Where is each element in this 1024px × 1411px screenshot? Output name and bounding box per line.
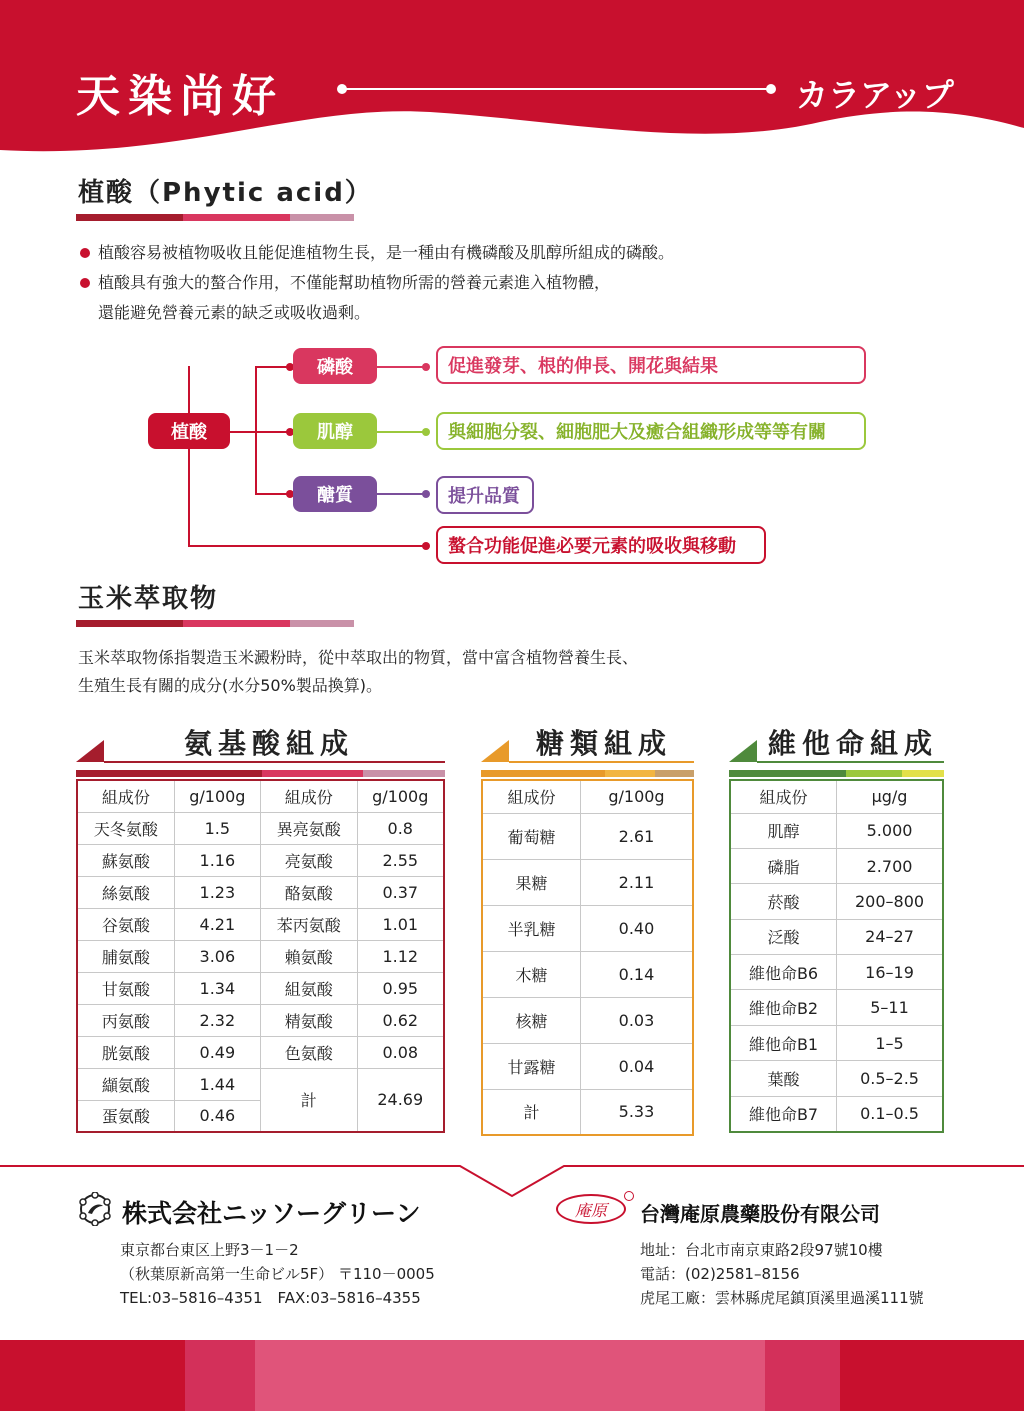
jp-address-line: 東京都台東区上野3－1－2 (120, 1241, 299, 1259)
vitamin-color-bar (729, 770, 944, 777)
effect-box-phosphoric: 促進發芽、根的伸長、開花與結果 (436, 346, 866, 384)
node-phosphoric-acid: 磷酸 (293, 348, 377, 384)
cell: 1.5 (174, 812, 260, 844)
table-row (482, 813, 693, 859)
jp-address-line: （秋葉原新高第一生命ビル5F） 〒110－0005 (120, 1265, 435, 1283)
root-connector-line (230, 431, 256, 433)
phytic-title-bar (76, 214, 354, 221)
phytic-bullets (80, 238, 940, 328)
effect-dot-3 (422, 490, 430, 498)
effect-dot-2 (422, 428, 430, 436)
cell: 200–800 (837, 884, 943, 919)
cell: 苯丙氨酸 (260, 908, 357, 940)
table-row (77, 812, 444, 844)
cell: 24–27 (837, 919, 943, 954)
table-row (730, 919, 943, 954)
table-row (77, 908, 444, 940)
effect-box-chelation: 螯合功能促進必要元素的吸收與移動 (436, 526, 766, 564)
cell: 0.95 (357, 972, 444, 1004)
cell: 0.14 (580, 951, 693, 997)
cell: 1–5 (837, 1025, 943, 1060)
sugar-header: 組成份 (482, 780, 580, 813)
cell: 半乳糖 (482, 905, 580, 951)
amino-triangle-icon (76, 740, 104, 762)
cell: 維他命B1 (730, 1025, 837, 1060)
tw-address-line: 虎尾工廠：雲林縣虎尾鎮頂溪里過溪111號 (640, 1289, 924, 1307)
cell: 0.03 (580, 997, 693, 1043)
cell: 5–11 (837, 990, 943, 1025)
amino-header: g/100g (174, 780, 260, 812)
cell: 0.1–0.5 (837, 1096, 943, 1131)
bullet-item: 植酸容易被植物吸收且能促進植物生長，是一種由有機磷酸及肌醇所組成的磷酸。 (80, 238, 940, 268)
cell: 4.21 (174, 908, 260, 940)
cell: 菸酸 (730, 884, 837, 919)
table-row (77, 876, 444, 908)
bottom-color-band (0, 1340, 1024, 1411)
cell: 酪氨酸 (260, 876, 357, 908)
table-row (730, 1096, 943, 1131)
corn-line: 生殖生長有關的成分(水分50%製品換算)。 (78, 676, 383, 695)
phytic-title: 植酸（Phytic acid） (78, 178, 373, 208)
cell: 0.46 (174, 1100, 260, 1132)
amino-header: g/100g (357, 780, 444, 812)
table-row (730, 848, 943, 883)
cell: 2.55 (357, 844, 444, 876)
brand-subtitle: カラアップ (796, 76, 954, 114)
cell: 異亮氨酸 (260, 812, 357, 844)
cell: 精氨酸 (260, 1004, 357, 1036)
cell: 1.23 (174, 876, 260, 908)
cell: 0.04 (580, 1043, 693, 1089)
cell: 2.11 (580, 859, 693, 905)
sugar-color-bar (481, 770, 694, 777)
amino-underline (104, 761, 445, 763)
cell: 胱氨酸 (77, 1036, 174, 1068)
tw-address-block (640, 1238, 924, 1310)
effect-dot-1 (422, 363, 430, 371)
table-row (482, 1043, 693, 1089)
cell: 0.49 (174, 1036, 260, 1068)
table-row (482, 905, 693, 951)
table-row (482, 859, 693, 905)
amino-color-bar (76, 770, 445, 777)
corn-title-bar (76, 620, 354, 627)
branch-vertical-line (255, 366, 257, 494)
amino-header: 組成份 (77, 780, 174, 812)
table-row (77, 1004, 444, 1036)
cell: 蛋氨酸 (77, 1100, 174, 1132)
ihara-logo: 庵原 (556, 1194, 626, 1224)
cell: 1.01 (357, 908, 444, 940)
sugar-triangle-icon (481, 740, 509, 762)
cell: 絲氨酸 (77, 876, 174, 908)
amino-total-value: 24.69 (357, 1068, 444, 1132)
cell: 0.40 (580, 905, 693, 951)
table-row (730, 884, 943, 919)
cell: 脯氨酸 (77, 940, 174, 972)
sugar-title: 糖類組成 (536, 727, 673, 760)
brand-line-dot-right (766, 84, 776, 94)
cell: 果糖 (482, 859, 580, 905)
sugar-header: g/100g (580, 780, 693, 813)
cell: 2.700 (837, 848, 943, 883)
vitamin-triangle-icon (729, 740, 757, 762)
table-row (482, 997, 693, 1043)
tw-address-line: 電話：(02)2581–8156 (640, 1265, 800, 1283)
cell: 磷脂 (730, 848, 837, 883)
cell: 1.34 (174, 972, 260, 1004)
table-row (77, 844, 444, 876)
cell: 葡萄糖 (482, 813, 580, 859)
cell: 1.12 (357, 940, 444, 972)
cell: 2.61 (580, 813, 693, 859)
direct-effect-line (188, 545, 428, 547)
cell: 2.32 (174, 1004, 260, 1036)
tree-trunk-line (188, 366, 190, 546)
amino-table (76, 779, 445, 1133)
cell: 維他命B7 (730, 1096, 837, 1131)
cell: 天冬氨酸 (77, 812, 174, 844)
cell: 計 (482, 1089, 580, 1135)
cell: 0.8 (357, 812, 444, 844)
cell: 谷氨酸 (77, 908, 174, 940)
table-row (77, 940, 444, 972)
cell: 亮氨酸 (260, 844, 357, 876)
effect-box-inositol: 與細胞分裂、細胞肥大及癒合組織形成等等有關 (436, 412, 866, 450)
cell: 肌醇 (730, 813, 837, 848)
cell: 0.62 (357, 1004, 444, 1036)
cell: 色氨酸 (260, 1036, 357, 1068)
table-row (730, 1025, 943, 1060)
cell: 葉酸 (730, 1061, 837, 1096)
cell: 16–19 (837, 955, 943, 990)
vitamin-title: 維他命組成 (768, 727, 939, 760)
table-row (482, 1089, 693, 1135)
table-row (730, 955, 943, 990)
cell: 甘露糖 (482, 1043, 580, 1089)
cell: 1.16 (174, 844, 260, 876)
table-row (77, 1068, 444, 1100)
bullet-item: 植酸具有強大的螯合作用，不僅能幫助植物所需的營養元素進入植物體， (80, 268, 940, 298)
cell: 丙氨酸 (77, 1004, 174, 1036)
cell: 蘇氨酸 (77, 844, 174, 876)
cell: 3.06 (174, 940, 260, 972)
table-row (730, 813, 943, 848)
tw-company-name: 台灣庵原農藥股份有限公司 (640, 1202, 880, 1226)
node-saccharide: 醣質 (293, 476, 377, 512)
corn-title: 玉米萃取物 (78, 584, 219, 614)
vitamin-underline (757, 761, 944, 763)
table-row (730, 1061, 943, 1096)
cell: 核糖 (482, 997, 580, 1043)
cell: 1.44 (174, 1068, 260, 1100)
cell: 5.000 (837, 813, 943, 848)
cell: 泛酸 (730, 919, 837, 954)
amino-total-label: 計 (260, 1068, 357, 1132)
cell: 0.5–2.5 (837, 1061, 943, 1096)
cell: 維他命B2 (730, 990, 837, 1025)
node-phytic-acid: 植酸 (148, 413, 230, 449)
amino-header: 組成份 (260, 780, 357, 812)
direct-effect-dot (422, 542, 430, 550)
brand-title: 天染尚好 (76, 71, 284, 122)
vitamin-table (729, 779, 944, 1133)
nisso-green-logo-icon (76, 1192, 114, 1226)
table-row (482, 951, 693, 997)
jp-address-line: TEL:03–5816–4351 FAX:03–5816–4355 (120, 1289, 421, 1307)
effect-box-saccharide: 提升品質 (436, 476, 534, 514)
cell: 5.33 (580, 1089, 693, 1135)
cell: 維他命B6 (730, 955, 837, 990)
jp-company-name: 株式会社ニッソーグリーン (122, 1199, 421, 1228)
cell: 木糖 (482, 951, 580, 997)
bullet-continuation: 還能避免營養元素的缺乏或吸收過剩。 (98, 303, 371, 322)
jp-address-block (120, 1238, 435, 1310)
table-row (77, 1036, 444, 1068)
cell: 組氨酸 (260, 972, 357, 1004)
tw-address-line: 地址：台北市南京東路2段97號10樓 (640, 1241, 883, 1259)
table-row (77, 972, 444, 1004)
cell: 賴氨酸 (260, 940, 357, 972)
cell: 甘氨酸 (77, 972, 174, 1004)
registered-mark-icon (624, 1191, 634, 1201)
vitamin-header: μg/g (837, 780, 943, 813)
sugar-table (481, 779, 694, 1136)
table-row (730, 990, 943, 1025)
cell: 纈氨酸 (77, 1068, 174, 1100)
corn-description (78, 644, 958, 700)
vitamin-header: 組成份 (730, 780, 837, 813)
sugar-underline (509, 761, 694, 763)
corn-line: 玉米萃取物係指製造玉米澱粉時，從中萃取出的物質，當中富含植物營養生長、 (78, 648, 639, 667)
cell: 0.08 (357, 1036, 444, 1068)
node-inositol: 肌醇 (293, 413, 377, 449)
brand-line (342, 88, 770, 90)
cell: 0.37 (357, 876, 444, 908)
amino-title: 氨基酸組成 (184, 727, 355, 760)
